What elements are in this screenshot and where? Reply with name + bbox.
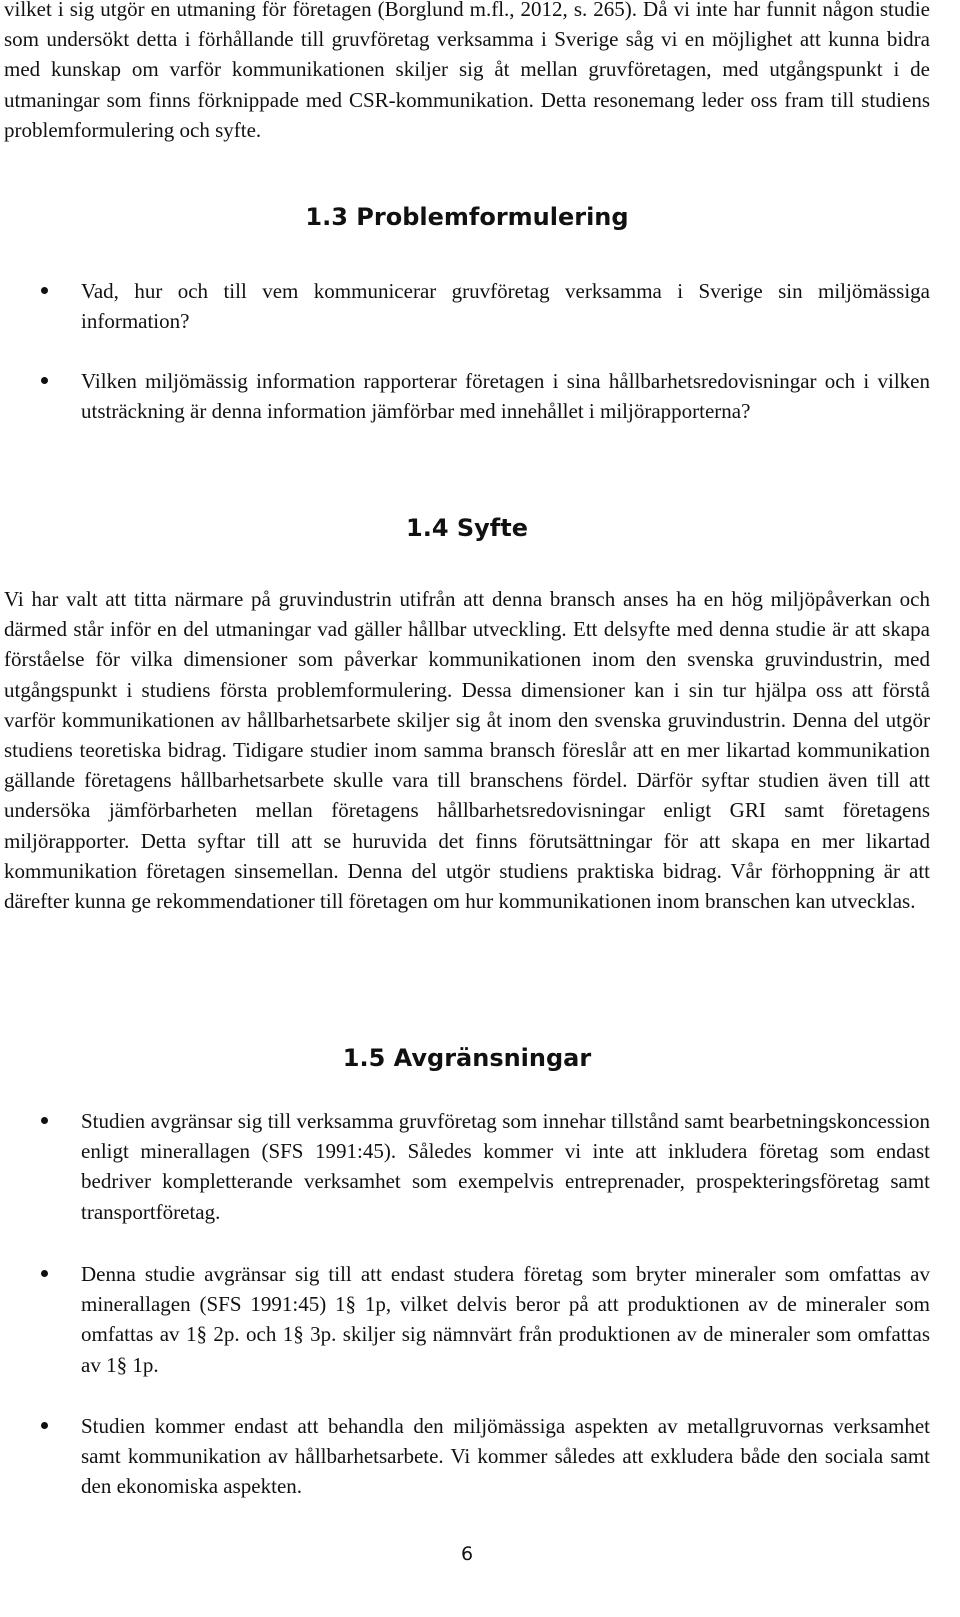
section-heading-syfte: 1.4 Syfte [406,514,528,542]
list-item-text: Vilken miljömässig information rapporterar företagen i sina hållbarhetsredovisningar och i vilken utsträckning är denna information jämförbar med innehållet i miljörapporterna? [81,369,930,424]
page-number: 6 [460,1543,474,1565]
bullet-dot-icon [41,377,48,384]
syfte-paragraph: Vi har valt att titta närmare på gruvindustrin utifrån att denna bransch anses ha en hög miljöpåverkan och därmed står inför en del utmaningar vad gäller hållbar utveckling. Ett delsyfte med denna studie är att skapa förståelse för vilka dimensioner som påverkar kommunikationen inom den svenska gruvindustrin, med utgångspunkt i studiens första problemformulering. Dessa dimensioner kan i sin tur hjälpa oss att förstå varför kommunikationen av hållbarhetsarbete skiljer sig åt inom den svenska gruvindustrin. Denna del utgör studiens teoretiska bidrag. Tidigare studier inom samma bransch föreslår att en mer likartad kommunikation gällande företagens hållbarhetsarbete skulle vara till branschens fördel. Därför syftar studien även till att undersöka jämförbarheten mellan företagens hållbarhetsredovisningar enligt GRI samt företagens miljörapporter. Detta syftar till att se huruvida det finns förutsättningar för att skapa en mer likartad kommunikation företagen sinsemellan. Denna del utgör studiens praktiska bidrag. Vår förhoppning är att därefter kunna ge rekommendationer till företagen om hur kommunikationen inom branschen kan utvecklas. [4,587,930,914]
bullet-dot-icon [41,1117,48,1124]
section-heading-avgransningar: 1.5 Avgränsningar [342,1044,592,1072]
list-item-text: Denna studie avgränsar sig till att endast studera företag som bryter mineraler som omfattas av minerallagen (SFS 1991:45) 1§ 1p, vilket delvis beror på att produktionen av de mineraler som omfattas av 1§ 2p. och 1§ 3p. skiljer sig nämnvärt från produktionen av de mineraler som omfattas av 1§ 1p. [81,1262,930,1377]
bullet-dot-icon [41,287,48,294]
bullet-dot-icon [41,1422,48,1429]
list-item-text: Studien avgränsar sig till verksamma gruvföretag som innehar tillstånd samt bearbetningskoncession enligt minerallagen (SFS 1991:45). Således kommer vi inte att inkludera företag som endast bedriver kompletterande verksamhet som exempelvis entreprenader, prospekteringsföretag samt transportföretag. [81,1109,930,1224]
list-item-text: Vad, hur och till vem kommunicerar gruvföretag verksamma i Sverige sin miljömässiga information? [81,279,930,334]
list-item-text: Studien kommer endast att behandla den miljömässiga aspekten av metallgruvornas verksamhet samt kommunikation av hållbarhetsarbete. Vi kommer således att exkludera både den sociala samt den ekonomiska aspekten. [81,1414,930,1499]
section-heading-problemformulering: 1.3 Problemformulering [305,203,629,231]
intro-paragraph: vilket i sig utgör en utmaning för företagen (Borglund m.fl., 2012, s. 265). Då vi inte har funnit någon studie som undersökt detta i förhållande till gruvföretag verksamma i Sverige såg vi en möjlighet att kunna bidra med kunskap om varför kommunikationen skiljer sig åt mellan gruvföretagen, med utgångspunkt i de utmaningar som finns förknippade med CSR-kommunikation. Detta resonemang leder oss fram till studiens problemformulering och syfte. [4,0,930,142]
bullet-dot-icon [41,1270,48,1277]
